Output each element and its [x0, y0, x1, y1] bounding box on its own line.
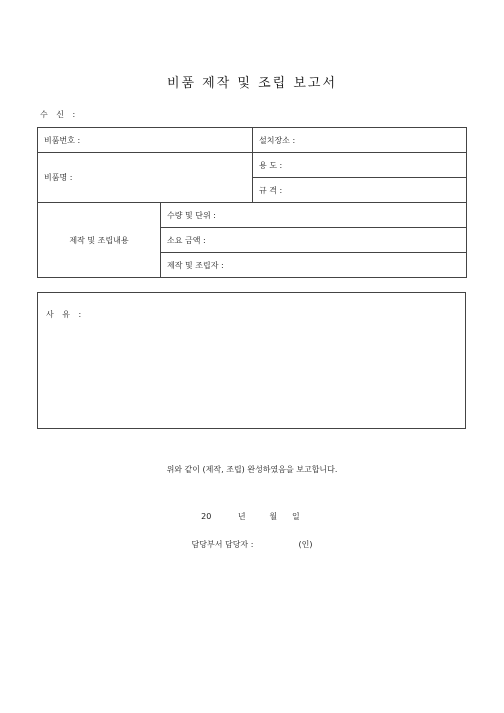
maker-field[interactable]: 제작 및 조립자 :: [161, 253, 467, 278]
date-year-unit: 년: [237, 512, 246, 521]
document-title: 비품 제작 및 조립 보고서: [166, 76, 338, 91]
recipient-label: 수 신 :: [40, 110, 79, 119]
date-day-unit: 일: [291, 512, 300, 521]
cost-field[interactable]: 소요 금액 :: [161, 228, 467, 253]
seal-mark: (인): [298, 540, 313, 549]
spec-field[interactable]: 규 격 :: [253, 178, 467, 203]
date-year: 20: [201, 512, 212, 521]
report-date: [0, 511, 504, 522]
reason-box[interactable]: [37, 292, 466, 429]
report-statement: 위와 같이 (제작, 조립) 완성하였음을 보고합니다.: [166, 465, 338, 474]
content-label: 제작 및 조립내용: [38, 203, 161, 278]
date-month-unit: 월: [269, 512, 278, 521]
signer-line: [0, 539, 504, 550]
signer-label: 담당부서 담당자 :: [191, 540, 254, 549]
item-name-field[interactable]: 비품명 :: [38, 153, 253, 203]
usage-field[interactable]: 용 도 :: [253, 153, 467, 178]
quantity-unit-field[interactable]: 수량 및 단위 :: [161, 203, 467, 228]
item-number-field[interactable]: 비품번호 :: [38, 128, 253, 153]
report-form-table: [37, 127, 467, 278]
install-place-field[interactable]: 설치장소 :: [253, 128, 467, 153]
reason-label: 사 유 :: [46, 310, 85, 319]
